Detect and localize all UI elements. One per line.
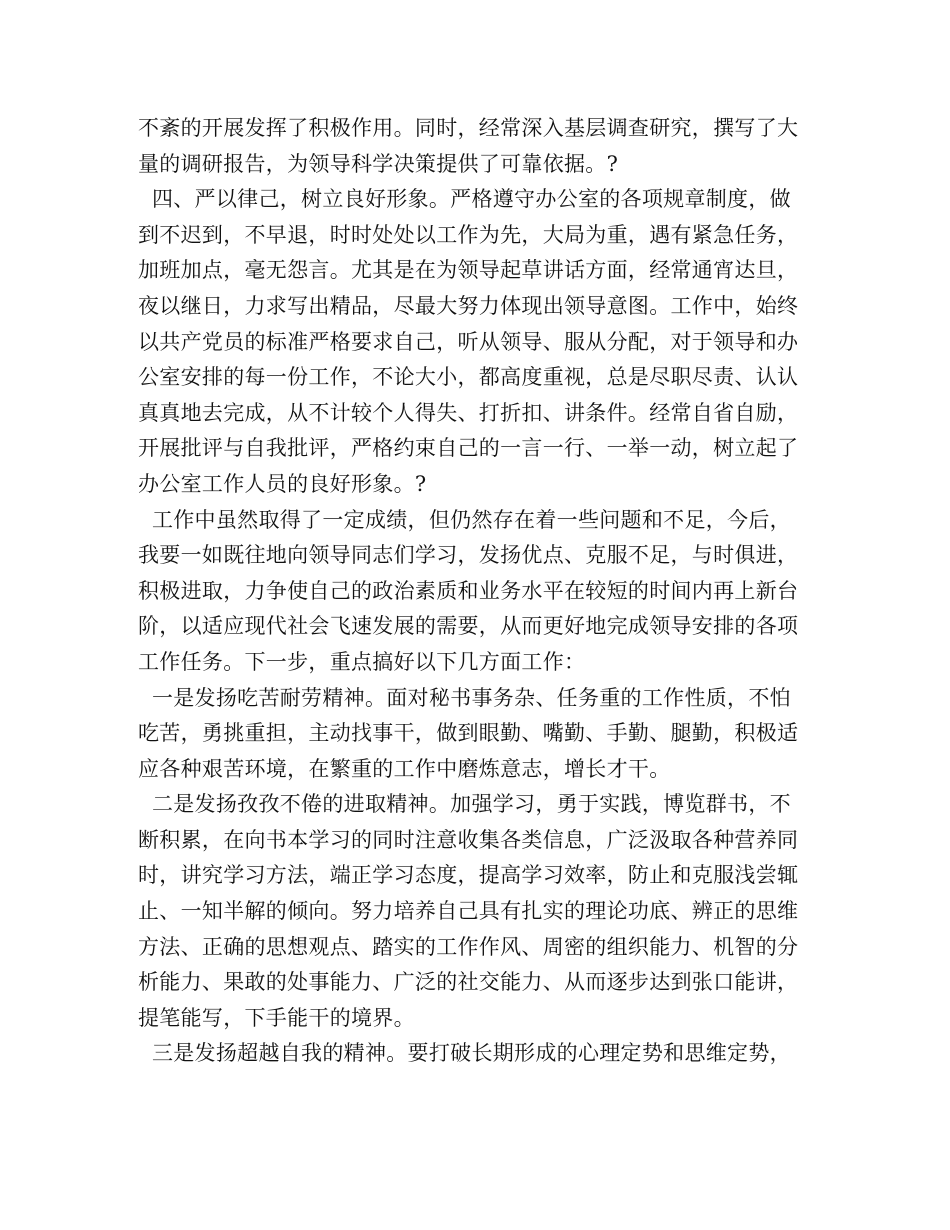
text-line: 工作任务。下一步，重点搞好以下几方面工作：: [138, 649, 586, 674]
text-line: 以共产党员的标准严格要求自己，听从领导、服从分配，对于领导和办: [138, 329, 799, 354]
text-line: 四、严以律己，树立良好形象。严格遵守办公室的各项规章制度，做: [138, 187, 791, 212]
text-line: 加班加点，毫无怨言。尤其是在为领导起草讲话方面，经常通宵达旦，: [138, 258, 799, 283]
text-line: 二是发扬孜孜不倦的进取精神。加强学习，勇于实践，博览群书，不: [138, 792, 791, 817]
text-line: 工作中虽然取得了一定成绩，但仍然存在着一些问题和不足，今后，: [138, 507, 791, 532]
text-line: 积极进取，力争使自己的政治素质和业务水平在较短的时间内再上新台: [138, 578, 799, 603]
text-line: 夜以继日，力求写出精品，尽最大努力体现出领导意图。工作中，始终: [138, 293, 799, 318]
text-line: 提笔能写，下手能干的境界。: [138, 1005, 415, 1030]
text-line: 三是发扬超越自我的精神。要打破长期形成的心理定势和思维定势，: [138, 1041, 791, 1066]
text-line: 不紊的开展发挥了积极作用。同时，经常深入基层调查研究，撰写了大: [138, 116, 799, 140]
body-text: [138, 111, 818, 1072]
text-line: 我要一如既往地向领导同志们学习，发扬优点、克服不足，与时俱进，: [138, 543, 799, 568]
text-line: 时，讲究学习方法，端正学习态度，提高学习效率，防止和克服浅尝辄: [138, 863, 799, 888]
text-line: 应各种艰苦环境，在繁重的工作中磨炼意志，增长才干。: [138, 756, 671, 781]
text-line: 一是发扬吃苦耐劳精神。面对秘书事务杂、任务重的工作性质，不怕: [138, 685, 791, 710]
text-line: 断积累，在向书本学习的同时注意收集各类信息，广泛汲取各种营养同: [138, 827, 799, 852]
text-line: 析能力、果敢的处事能力、广泛的社交能力、从而逐步达到张口能讲，: [138, 970, 799, 995]
text-line: 真真地去完成，从不计较个人得失、打折扣、讲条件。经常自省自励，: [138, 400, 799, 425]
text-line: 吃苦，勇挑重担，主动找事干，做到眼勤、嘴勤、手勤、腿勤，积极适: [138, 721, 799, 746]
text-line: 阶，以适应现代社会飞速发展的需要，从而更好地完成领导安排的各项: [138, 614, 799, 639]
text-line: 到不迟到，不早退，时时处处以工作为先，大局为重，遇有紧急任务，: [138, 222, 799, 247]
text-line: 量的调研报告，为领导科学决策提供了可靠依据。?: [138, 151, 619, 176]
text-line: 方法、正确的思想观点、踏实的工作作风、周密的组织能力、机智的分: [138, 934, 799, 959]
text-line: 办公室工作人员的良好形象。?: [138, 471, 427, 496]
text-line: 止、一知半解的倾向。努力培养自己具有扎实的理论功底、辨正的思维: [138, 899, 799, 924]
text-line: 开展批评与自我批评，严格约束自己的一言一行、一举一动，树立起了: [138, 436, 799, 461]
text-line: 公室安排的每一份工作，不论大小，都高度重视，总是尽职尽责、认认: [138, 365, 799, 390]
